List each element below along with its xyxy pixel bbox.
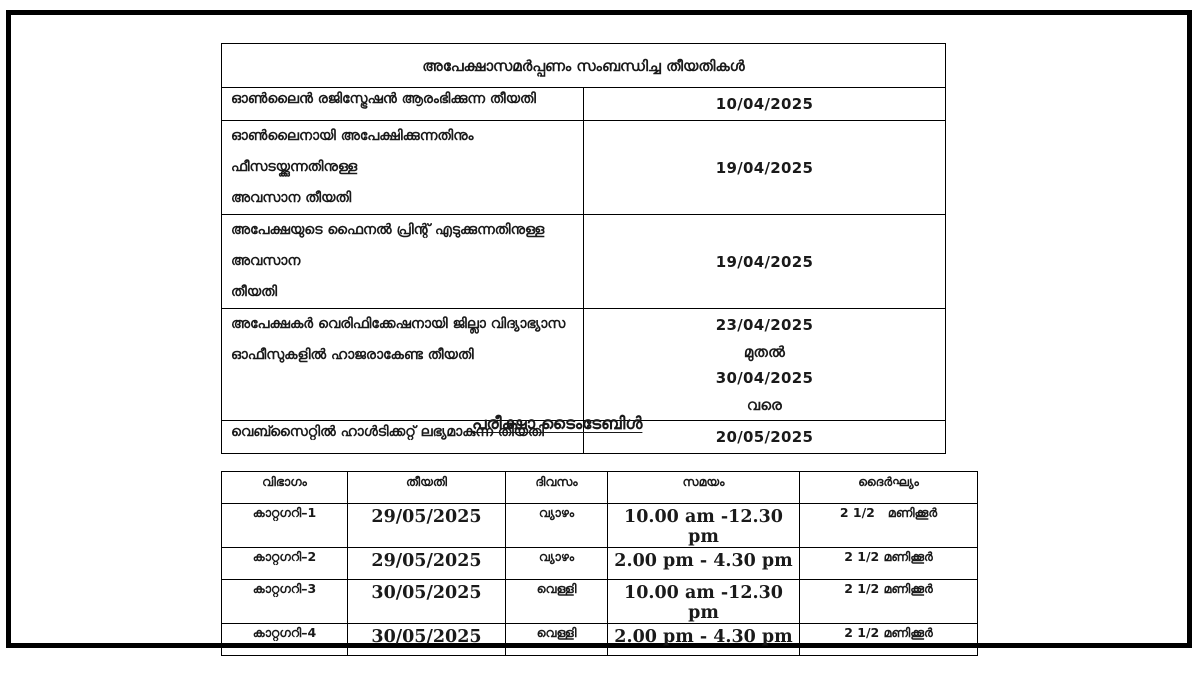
row-label	[222, 309, 584, 421]
date-line: മുതൽ	[743, 342, 786, 361]
date-line: 19/04/2025	[715, 158, 814, 177]
date-line: 19/04/2025	[715, 252, 814, 271]
exam-timetable	[221, 471, 978, 656]
timetable-heading: പരീക്ഷാ ടൈംടേബിൾ	[472, 414, 643, 434]
table-row	[222, 88, 946, 121]
row-label	[222, 215, 584, 309]
category-cell: കാറ്റഗറി–2	[222, 548, 348, 580]
label-line: അവസാന തീയതി	[231, 190, 352, 206]
table-row	[222, 580, 978, 624]
date-line: 10/04/2025	[715, 95, 814, 113]
category-cell: കാറ്റഗറി–1	[222, 504, 348, 548]
column-header-category: വിഭാഗം	[222, 472, 348, 504]
time-cell: 2.00 pm - 4.30 pm	[608, 624, 800, 656]
column-header-day: ദിവസം	[506, 472, 608, 504]
date-line: 20/05/2025	[715, 428, 814, 446]
table-row	[222, 215, 946, 309]
duration-cell: 2 1/2 മണിക്കൂർ	[800, 548, 978, 580]
day-cell: വ്യാഴം	[506, 548, 608, 580]
duration-cell: 2 1/2 മണിക്കൂർ	[800, 504, 978, 548]
row-date	[584, 215, 946, 309]
column-header-date: തീയതി	[348, 472, 506, 504]
date-cell: 30/05/2025	[348, 624, 506, 656]
day-cell: വെള്ളി	[506, 580, 608, 624]
date-line: വരെ	[746, 395, 783, 414]
row-date	[584, 121, 946, 215]
table-row	[222, 624, 978, 656]
label-line: അപേക്ഷയുടെ ഫൈനൽ പ്രിന്റ് എടുക്കുന്നതിനുള്ള അവസാന	[231, 222, 545, 269]
row-label	[222, 88, 584, 121]
category-cell: കാറ്റഗറി–4	[222, 624, 348, 656]
application-dates-table	[221, 43, 946, 454]
time-cell: 10.00 am -12.30 pm	[608, 580, 800, 624]
category-cell: കാറ്റഗറി–3	[222, 580, 348, 624]
row-label	[222, 121, 584, 215]
table-row	[222, 309, 946, 421]
date-cell: 30/05/2025	[348, 580, 506, 624]
date-line: 23/04/2025	[715, 316, 814, 334]
label-line: വെബ്സൈറ്റിൽ ഹാൾടിക്കറ്റ് ലഭ്യമാകുന്ന തീയതി	[231, 424, 544, 440]
label-line: തീയതി	[231, 284, 277, 300]
date-line: 30/04/2025	[715, 369, 814, 387]
dates-table-title: അപേക്ഷാസമർപ്പണം സംബന്ധിച്ച തീയതികൾ	[222, 44, 946, 88]
table-row	[222, 121, 946, 215]
date-cell: 29/05/2025	[348, 548, 506, 580]
duration-cell: 2 1/2 മണിക്കൂർ	[800, 580, 978, 624]
day-cell: വെള്ളി	[506, 624, 608, 656]
label-line: ഓഫീസുകളിൽ ഹാജരാകേണ്ട തീയതി	[231, 347, 474, 363]
time-cell: 2.00 pm - 4.30 pm	[608, 548, 800, 580]
day-cell: വ്യാഴം	[506, 504, 608, 548]
label-line: അപേക്ഷകർ വെരിഫിക്കേഷനായി ജില്ലാ വിദ്യാഭ്യാസ	[231, 316, 566, 332]
row-date	[584, 309, 946, 421]
label-line: ഓൺലൈനായി അപേക്ഷിക്കുന്നതിനും ഫീസടയ്ക്കുന്നതിനുള്ള	[231, 128, 474, 175]
column-header-duration: ദൈർഘ്യം	[800, 472, 978, 504]
table-row	[222, 548, 978, 580]
duration-cell: 2 1/2 മണിക്കൂർ	[800, 624, 978, 656]
table-row	[222, 504, 978, 548]
date-cell: 29/05/2025	[348, 504, 506, 548]
column-header-time: സമയം	[608, 472, 800, 504]
time-cell: 10.00 am -12.30 pm	[608, 504, 800, 548]
label-line: ഓൺലൈൻ രജിസ്ട്രേഷൻ ആരംഭിക്കുന്ന തീയതി	[231, 91, 536, 107]
row-date	[584, 88, 946, 121]
table-header-row	[222, 472, 978, 504]
